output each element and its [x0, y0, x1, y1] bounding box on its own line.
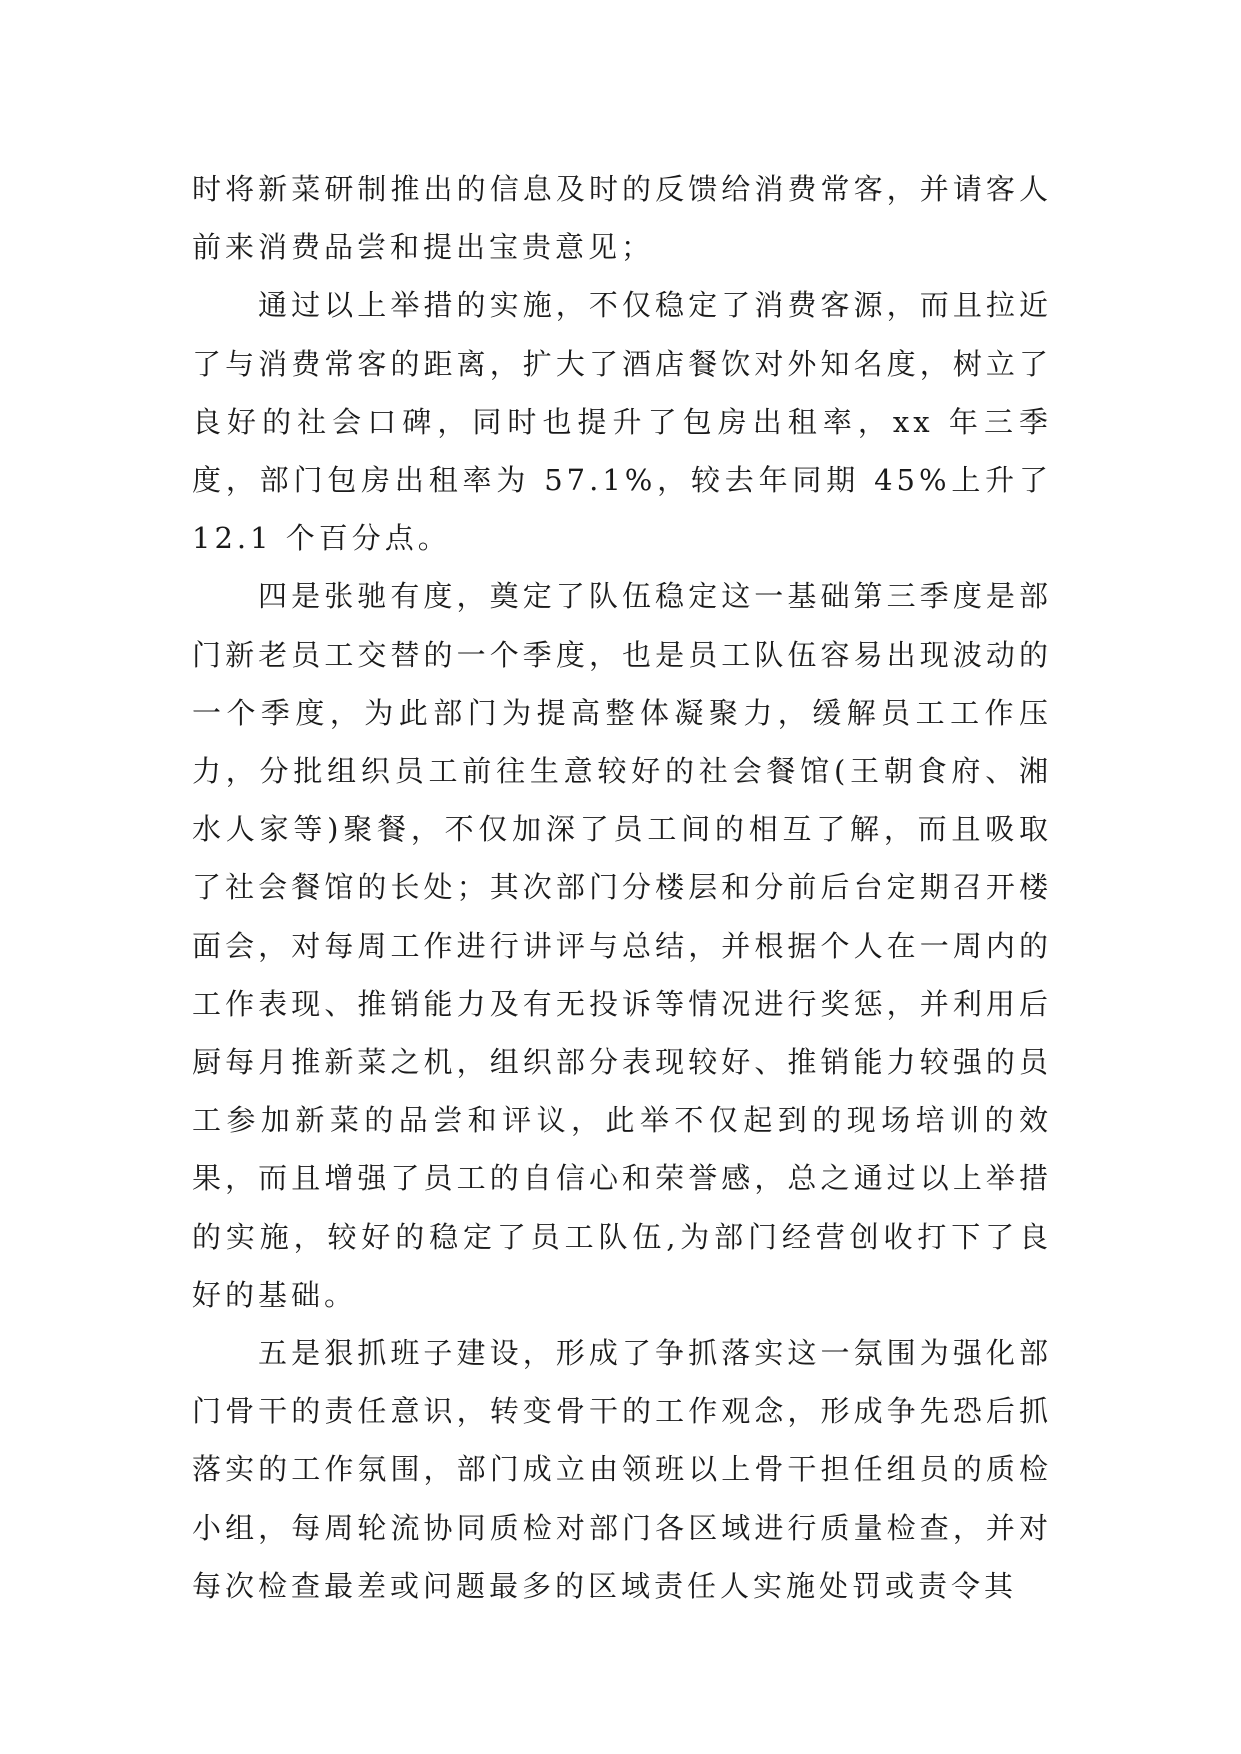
- paragraph-1: 时将新菜研制推出的信息及时的反馈给消费常客，并请客人前来消费品尝和提出宝贵意见；: [192, 172, 1052, 265]
- document-page: [192, 160, 1052, 1615]
- paragraph-2: 通过以上举措的实施，不仅稳定了消费客源，而且拉近了与消费常客的距离，扩大了酒店餐饮对外知名度，树立了良好的社会口碑，同时也提升了包房出租率，xx 年三季度，部门包房出租率为 57.1%，较去年同期 45%上升了 12.1 个百分点。: [192, 288, 1052, 556]
- paragraph-4: 五是狠抓班子建设，形成了争抓落实这一氛围为强化部门骨干的责任意识，转变骨干的工作观念，形成争先恐后抓落实的工作氛围，部门成立由领班以上骨干担任组员的质检小组，每周轮流协同质检对部门各区域进行质量检查，并对每次检查最差或问题最多的区域责任人实施处罚或责令其: [192, 1336, 1052, 1603]
- paragraph-3: 四是张驰有度，奠定了队伍稳定这一基础第三季度是部门新老员工交替的一个季度，也是员工队伍容易出现波动的一个季度，为此部门为提高整体凝聚力，缓解员工工作压力，分批组织员工前往生意较好的社会餐馆(王朝食府、湘水人家等)聚餐，不仅加深了员工间的相互了解，而且吸取了社会餐馆的长处；其次部门分楼层和分前后台定期召开楼面会，对每周工作进行讲评与总结，并根据个人在一周内的工作表现、推销能力及有无投诉等情况进行奖惩，并利用后厨每月推新菜之机，组织部分表现较好、推销能力较强的员工参加新菜的品尝和评议，此举不仅起到的现场培训的效果，而且增强了员工的自信心和荣誉感，总之通过以上举措的实施，较好的稳定了员工队伍,为部门经营创收打下了良好的基础。: [192, 579, 1052, 1312]
